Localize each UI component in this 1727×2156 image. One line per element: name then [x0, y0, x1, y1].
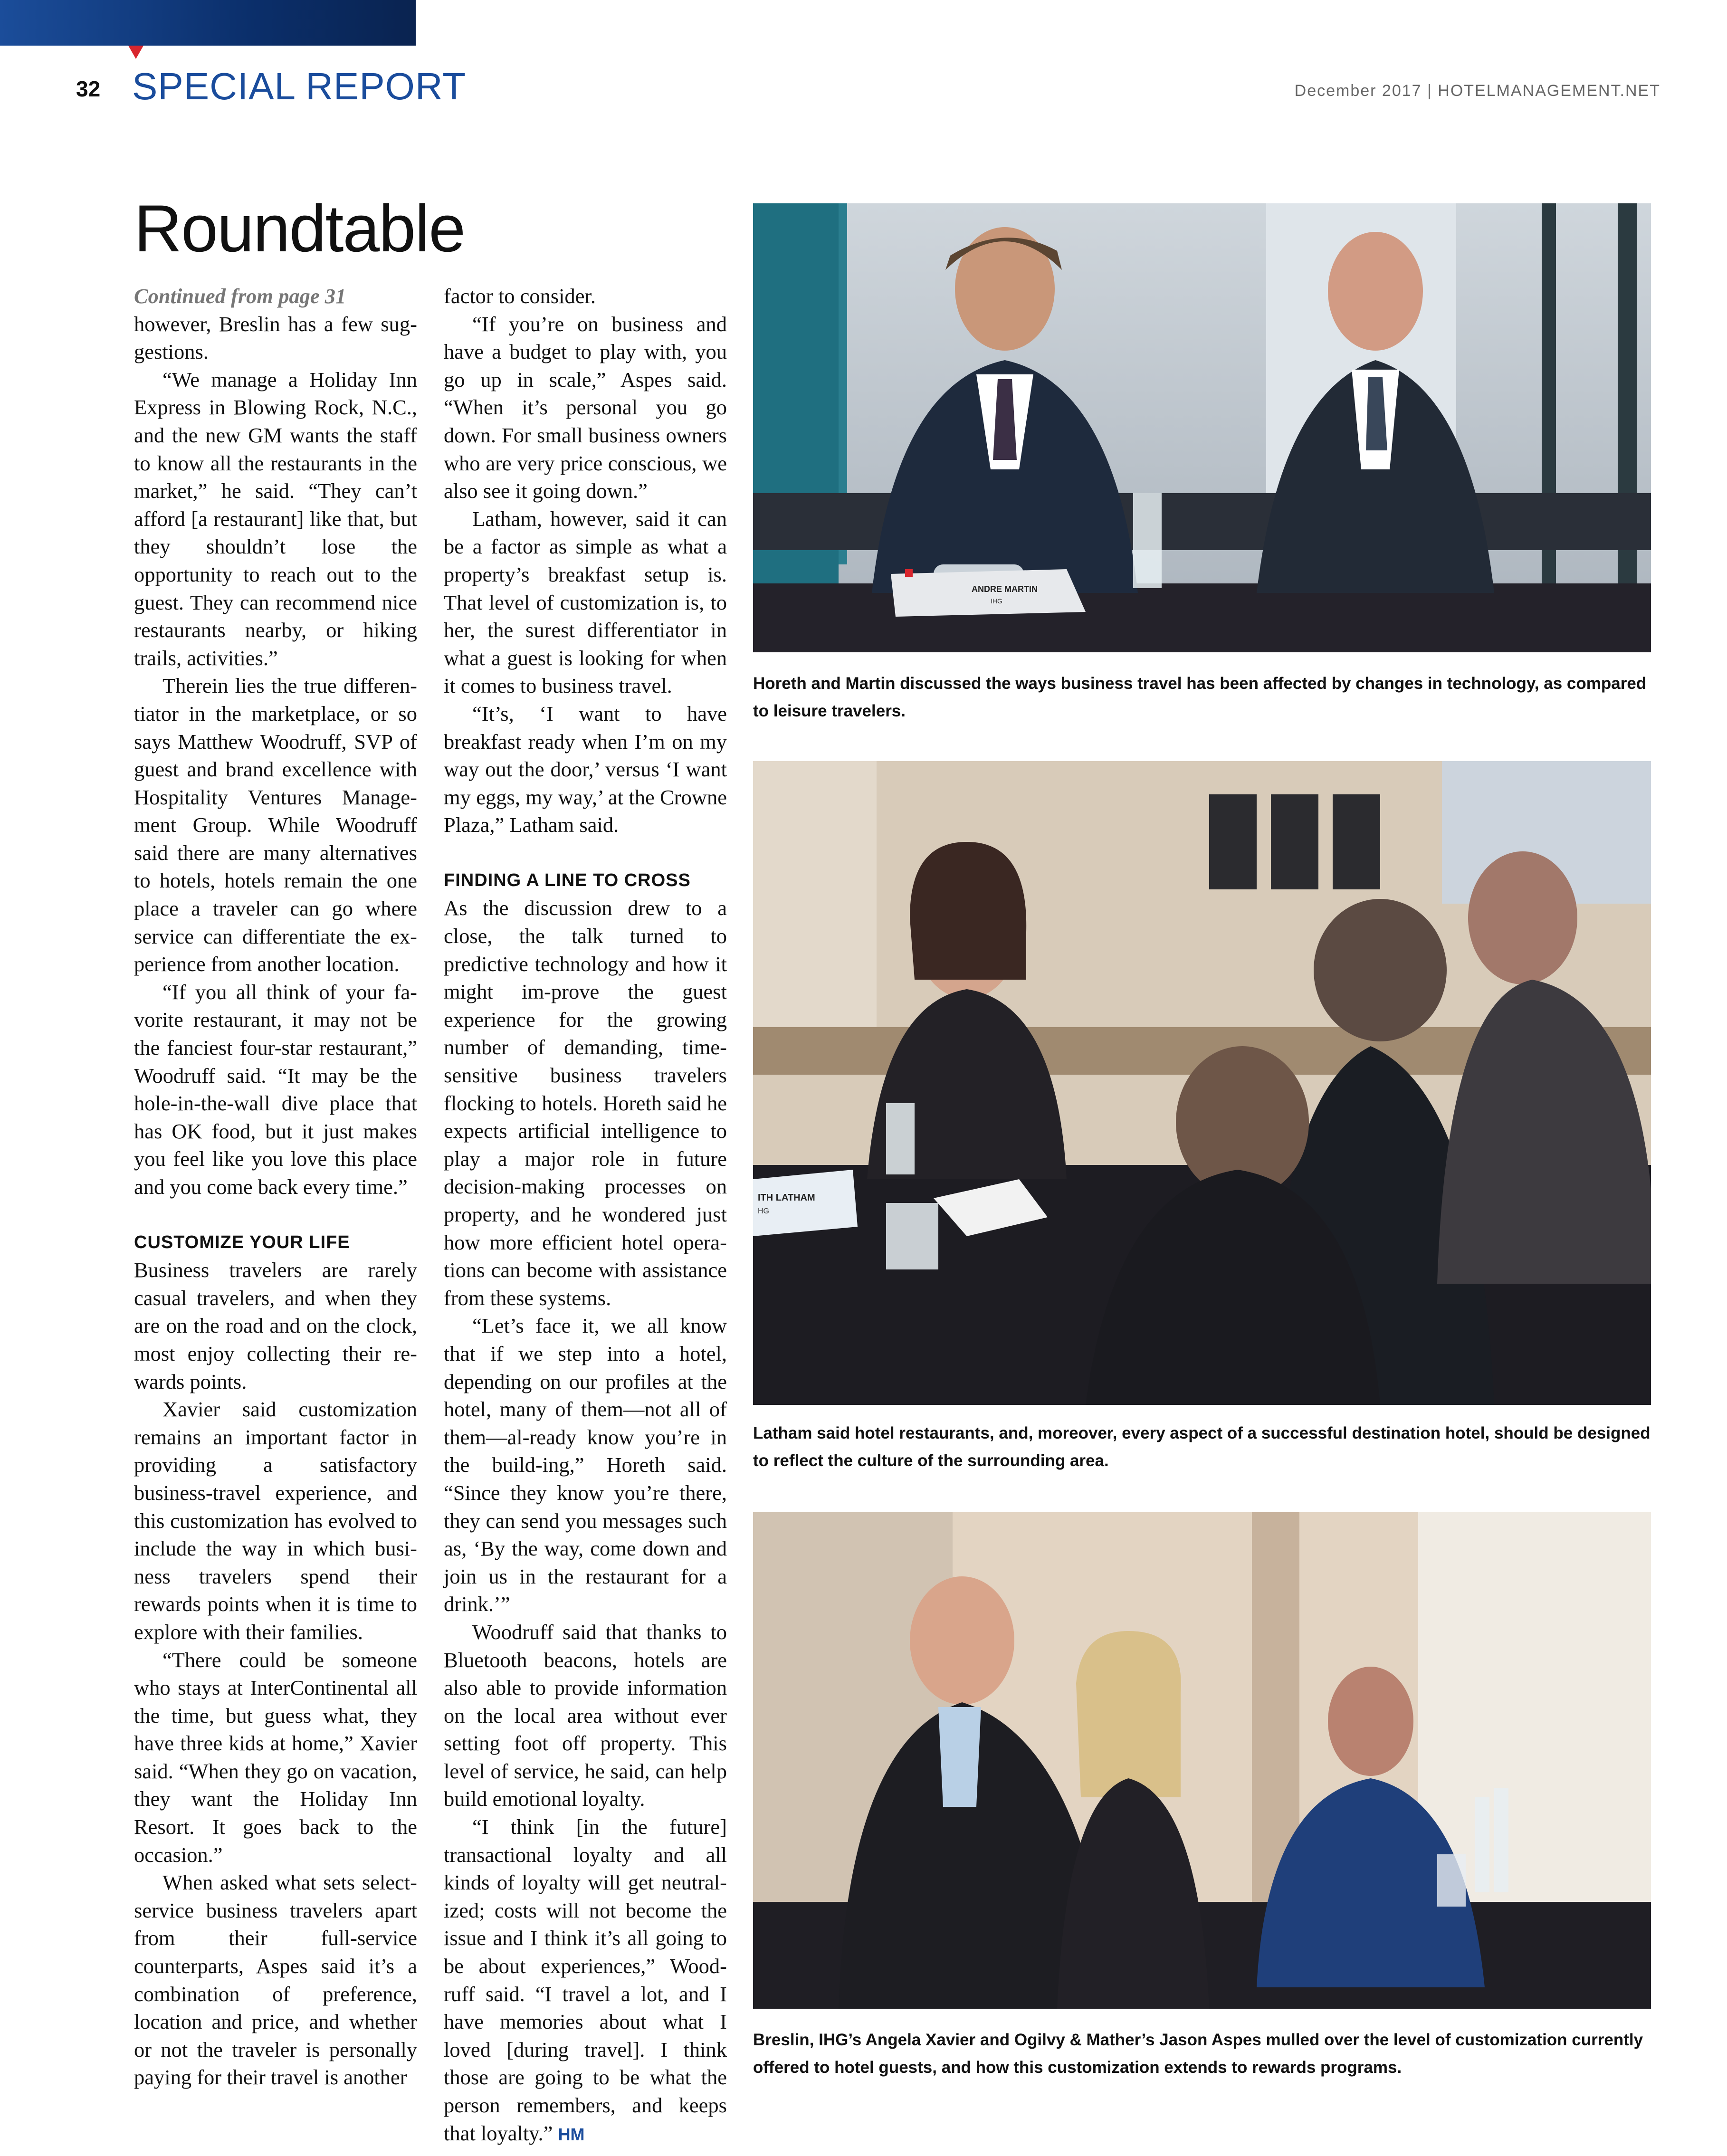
- table-name-card: [753, 1170, 858, 1236]
- photo-3-caption: Breslin, IHG’s Angela Xavier and Ogilvy & Mather’s Jason Aspes mulled over the level of customization currently offered to hotel guests, and how this customization extends to rewards programs.: [753, 2031, 1643, 2077]
- photo-horeth-martin: [753, 203, 1651, 652]
- article-paragraph: “We manage a Holiday Inn Express in Blowing Rock, N.C., and the new GM wants the staff to know all the restaurants in the market,” he said. “They can’t afford [a restaurant] like that, but they shouldn’t lose the opportunity to reach out to the guest. They can recommend nice restaurants nearby, or hiking trails, activities.”: [134, 367, 417, 670]
- photo-breslin-xavier-aspes: [753, 1512, 1651, 2009]
- issue-info: December 2017 | HOTELMANAGEMENT.NET: [1294, 82, 1660, 100]
- article-paragraph: Woodruff said that thanks to Bluetooth beacons, hotels are also able to provide information on the local area without ever setting foot off property. This level of service, he said, can help build emotional loyalty.: [444, 1620, 727, 1811]
- article-paragraph: Therein lies the true differen-tiator in the marketplace, or so says Matthew Woodruff, SVP of guest and brand excellence with Hospitality Ventures Manage-ment Group. While Woodruff said there are many alternatives to hotels, hotels remain the one place a traveler can go where service can differentiate the ex-perience from another location.: [134, 674, 417, 976]
- article-paragraph: Xavier said customization remains an important factor in providing a satisfactory business-travel experience, and this customization has evolved to include the way in which busi-ness travelers spend their rewards points when it is time to explore with their families.: [134, 1397, 417, 1644]
- article-paragraph: “If you all think of your fa-vorite restaurant, it may not be the fanciest four-star restaurant,” Woodruff said. “It may be the hole-in-the-wall dive place that has OK food, but it just makes you feel like you love this place and you come back every time.”: [134, 980, 417, 1199]
- subhead-customize-your-life: CUSTOMIZE YOUR LIFE: [134, 1232, 350, 1252]
- photo-2-illustration: [753, 761, 1651, 1405]
- article-column-1: [134, 282, 417, 2091]
- article-paragraph: As the discussion drew to a close, the talk turned to predictive technology and how it might im-prove the guest experience for the growing number of demanding, time-sensitive business travelers flocking to hotels. Horeth said he expects artificial intelligence to play a major role in future decision-making processes on property, and he wondered just how more efficient hotel opera-tions can become with assistance from these systems.: [444, 896, 727, 1310]
- photo-2-caption: Latham said hotel restaurants, and, moreover, every aspect of a successful destination hotel, should be designed to reflect the culture of the surrounding area.: [753, 1424, 1651, 1470]
- continued-from-label: Continued from page 31: [134, 284, 346, 308]
- table-card-name: ITH LATHAM: [758, 1192, 815, 1203]
- table-card-company: IHG: [991, 597, 1002, 605]
- table-card-name: ANDRE MARTIN: [972, 584, 1038, 594]
- table-card-company: HG: [758, 1207, 769, 1215]
- photo-3-illustration: [753, 1512, 1651, 2009]
- header-color-bar: [0, 0, 416, 46]
- article-paragraph: “It’s, ‘I want to have breakfast ready when I’m on my way out the door,’ versus ‘I want my eggs, my way,’ at the Crowne Plaza,” Latham said.: [444, 701, 727, 837]
- article-paragraph: Latham, however, said it can be a factor as simple as what a property’s breakfast setup is. That level of customization is, to her, the surest differentiator in what a guest is looking for when it comes to business travel.: [444, 506, 727, 698]
- article-paragraph: factor to consider.: [444, 284, 596, 308]
- end-mark: HM: [558, 2124, 585, 2144]
- article-paragraph: “Let’s face it, we all know that if we step into a hotel, depending on our profiles at the hotel, many of them—not all of them—al-ready know you’re in the build-ing,” Horeth said. “Since they know you’re there, they can send you messages such as, ‘By the way, come down and join us in the restaurant for a drink.’”: [444, 1314, 727, 1616]
- subhead-finding-a-line-to-cross: FINDING A LINE TO CROSS: [444, 870, 691, 890]
- article-paragraph: [134, 282, 417, 310]
- photo-latham-discussion: [753, 761, 1651, 1405]
- article-column-2: [444, 282, 727, 2148]
- article-paragraph: “If you’re on business and have a budget to play with, you go up in scale,” Aspes said. “When it’s personal you go down. For small business owners who are very price conscious, we also see it going down.”: [444, 312, 727, 503]
- article-paragraph: When asked what sets select-service business travelers apart from their full-service counterparts, Aspes said it’s a combination of preference, location and price, and whether or not the traveler is personally paying for their travel is another: [134, 1870, 417, 2089]
- section-label: SPECIAL REPORT: [132, 65, 467, 107]
- article-paragraph: “There could be someone who stays at InterContinental all the time, but guess what, they have three kids at home,” Xavier said. “When they go on vacation, they want the Holiday Inn Resort. It goes back to the occasion.”: [134, 1648, 417, 1867]
- article-title: Roundtable: [134, 191, 465, 266]
- header-red-marker: [128, 46, 143, 59]
- closing-paragraph-text: “I think [in the future] transactional loyalty and all kinds of loyalty will get neutral-ized; costs will not become the issue and I think it’s all going to be about experiences,” Wood-ruff said. “I travel a lot, and I have memories about what I loved [during travel]. I think those are going to be what the person remembers, and keeps that loyalty.”: [444, 1815, 727, 2145]
- photo-1-caption: Horeth and Martin discussed the ways business travel has been affected by changes in technology, as compared to leisure travelers.: [753, 674, 1647, 720]
- article-paragraph: Business travelers are rarely casual travelers, and when they are on the road and on the clock, most enjoy collecting their re-wards points.: [134, 1258, 417, 1393]
- article-paragraph: [444, 1813, 727, 2148]
- photo-1-illustration: [753, 203, 1651, 652]
- page-number: 32: [76, 76, 101, 101]
- article-paragraph: however, Breslin has a few sug-gestions.: [134, 312, 417, 364]
